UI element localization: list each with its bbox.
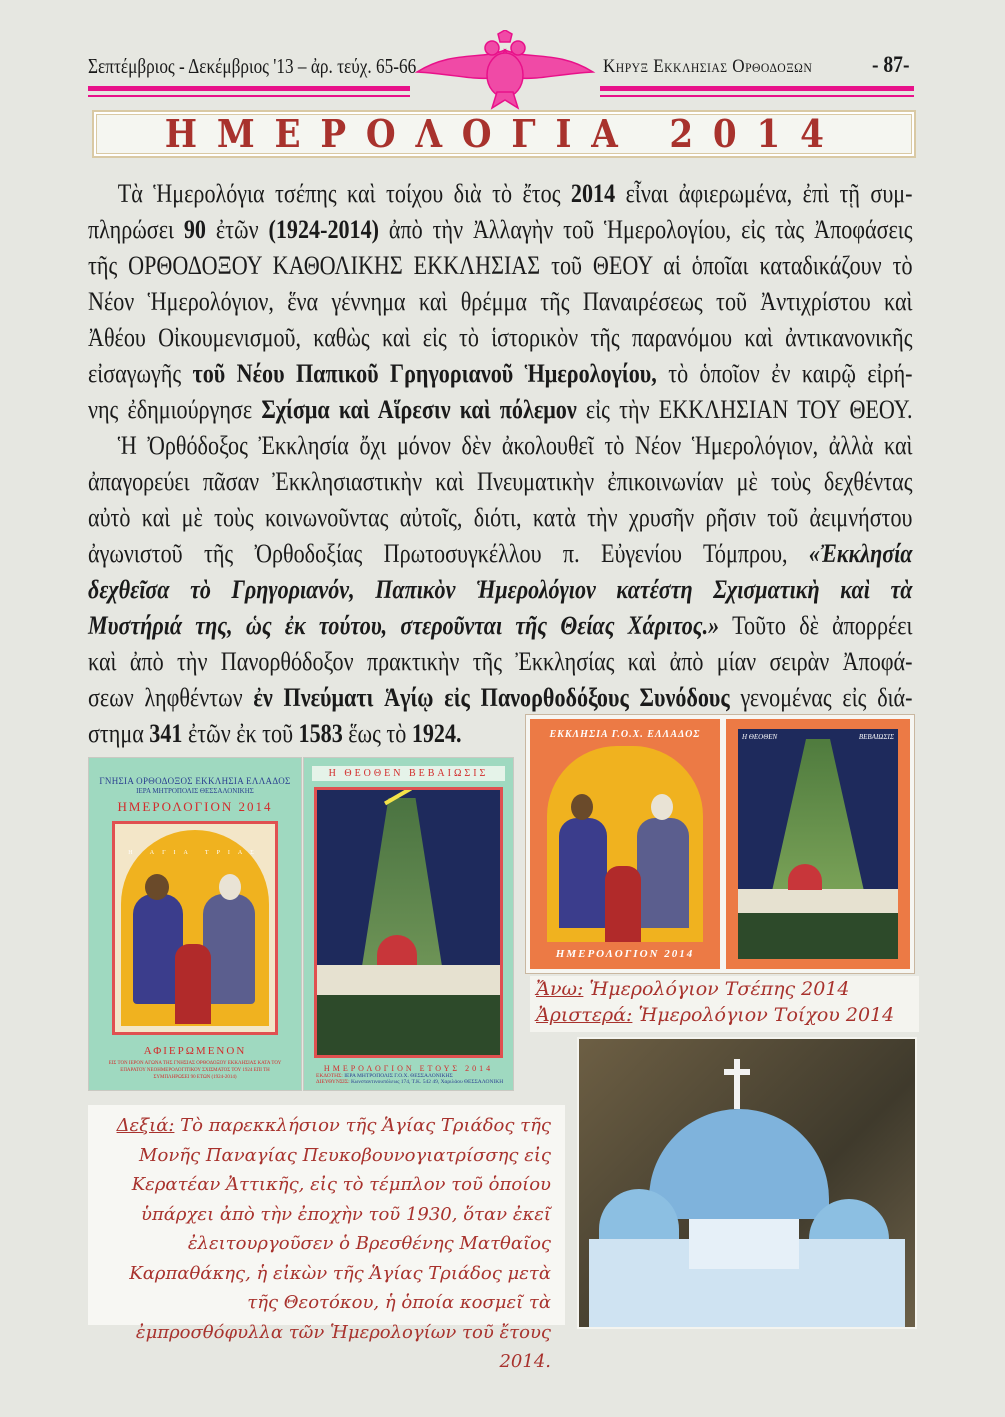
emphasized-text: Σχίσμα καὶ Αἵρεσιν καὶ πόλεμον [261,395,577,424]
calendar-heading: Η ΘΕΟΘΕΝ ΒΕΒΑΙΩΣΙΣ [312,766,505,781]
caption-label: Δεξιά: [116,1115,175,1136]
emphasized-text: 1924. [411,719,462,748]
article-line [88,500,913,536]
trinity-icon-image [112,821,278,1035]
pocket-calendar-divine-confirmation [726,719,910,969]
text-run: τῆς ΟΡΘΟΔΟΞΟΥ ΚΑΘΟΛΙΚΗΣ ΕΚΚΛΗΣΙΑΣ τοῦ ΘΕΟΥ αἱ ὁποῖαι καταδικάζουν τὸ [88,251,913,280]
text-run: Ἡ Ὀρθόδοξος Ἐκκλησία ὄχι μόνον δὲν ἀκολουθεῖ τὸ Νέον Ἡμερολόγιον, ἀλλὰ καὶ [117,431,913,460]
emphasized-text: 1583 [298,719,343,748]
pocket-calendar-trinity [530,719,720,969]
address: Κωνσταντινουπόλεως 174, Τ.Κ. 542 49, Χαριλάου ΘΕΣΣΑΛΟΝΙΚΗ [351,1079,504,1085]
article-line [88,428,913,464]
text-run: εἰς τὴν ΕΚΚΛΗΣΙΑΝ ΤΟΥ ΘΕΟΥ. [576,395,913,424]
title-box [92,110,916,158]
article-line [88,644,913,680]
article-body [88,176,913,752]
caption-text: Τὸ παρεκκλήσιον τῆς Ἁγίας Τριάδος τῆς Μονῆς Παναγίας Πευκοβουνογιατρίσσης εἰς Κερατέαν Ἀττικῆς, εἰς τὸ τέμπλον τοῦ ὁποίου ὑπάρχει ἀπὸ τὴν ἐποχὴν τοῦ 1930, ὅταν ἐκεῖ ἐλειτουργοῦσεν ὁ Βρεσθένης Ματθαῖος Καρπαθάκης, ἡ εἰκὼν τῆς Ἁγίας Τριάδος μετὰ τῆς Θεοτόκου, ἡ ὁποία κοσμεῖ τὰ ἐμπροσθόφυλλα τῶν Ἡμερολογίων τοῦ ἔτους 2014. [129,1115,551,1372]
header-rule [88,86,410,91]
calendar-heading: ΕΚΚΛΗΣΙΑ Γ.Ο.Χ. ΕΛΛΑΔΟΣ [549,729,701,740]
calendar-footer: ΗΜΕΡΟΛΟΓΙΟΝ ΕΤΟΥΣ 2014 [323,1064,494,1073]
emphasized-text: τοῦ Νέου Παπικοῦ Γρηγοριανοῦ Ἡμερολογίου, [192,359,657,388]
article-line [88,392,913,428]
dedication-text: ΕΙΣ ΤΟΝ ΙΕΡΟΝ ΑΓΩΝΑ ΤΗΣ ΓΝΗΣΙΑΣ ΟΡΘΟΔΟΞΟΥ ΕΚΚΛΗΣΙΑΣ ΚΑΤΑ ΤΟΥ ΕΠΑΡΑΤΟΥ ΝΕΟΗΜΕΡΟΛΟΓΙΤΙΚΟΥ ΣΧΙΣΜΑΤΟΣ ΤΟΥ 1924 ΕΠΙ ΤΗ ΣΥΜΠΛΗΡΩΣΕΙ 90 ΕΤΩΝ (1924-2014) [108,1061,282,1080]
article-line [88,320,913,356]
double-headed-eagle-emblem [412,30,598,110]
article-line [88,572,913,608]
emphasized-text: ἐν Πνεύματι Ἁγίῳ εἰς Πανορθοδόξους Συνόδους [253,683,730,712]
text-run: ἐτῶν ἐκ τοῦ [182,719,299,748]
caption-text: Ἡμερολόγιον Τοίχου 2014 [632,1004,895,1026]
emphasized-text: «Ἐκκλησία [808,539,913,568]
caption-chapel [88,1105,565,1372]
publisher: ΙΕΡΑ ΜΗΤΡΟΠΟΛΙΣ Γ.Ο.Χ. ΘΕΣΣΑΛΟΝΙΚΗΣ [344,1073,453,1079]
article-line [88,176,913,212]
calendar-heading: ΗΜΕΡΟΛΟΓΙΟΝ 2014 [117,799,273,814]
wall-calendar-divine-confirmation [303,757,514,1091]
emphasized-text: 341 [149,719,183,748]
text-run: Νέον Ἡμερολόγιον, ἕνα γέννημα καὶ θρέμμα τῆς Παναιρέσεως τοῦ Ἀντιχρίστου καὶ [88,287,913,316]
text-run: Τοῦτο δὲ ἀπορρέει [719,611,913,640]
article-line [88,464,913,500]
article-line [88,212,913,248]
emphasized-text: 2014 [570,179,616,208]
trinity-icon-image [547,746,703,942]
painting-title-left: Η ΘΕΟΘΕΝ [742,733,778,741]
text-run: στημα [88,719,150,748]
wall-calendar-trinity [88,757,302,1091]
divine-cross-painting [738,729,898,959]
chapel-photo [577,1037,917,1329]
calendar-footer: ΗΜΕΡΟΛΟΓΙΟΝ 2014 [555,948,695,960]
text-run: εἰσαγωγῆς [88,359,193,388]
pocket-calendars [525,714,915,974]
article-line [88,248,913,284]
text-run: ἕως τὸ [342,719,412,748]
caption-calendars [530,976,919,1032]
divine-cross-painting [314,787,503,1058]
caption-label: Ἀριστερά: [536,1004,633,1026]
emphasized-text: 90 [183,215,206,244]
magazine-name: Κηρυξ Εκκλησιας Ορθοδοξων [603,56,813,77]
icon-inscription: Η ΑΓΙΑ ΤΡΙΑΣ [128,850,262,856]
header-rule [88,95,410,97]
text-run: νης ἐδημιούργησε [88,395,262,424]
article-line [88,608,913,644]
address-label: ΔΙΕΥΘΥΝΣΙΣ: [316,1079,350,1085]
emphasized-text: Μυστήριά της, ὡς ἐκ τούτου, στεροῦνται τῆς Θείας Χάριτος.» [88,611,720,640]
header-rule [600,95,914,97]
text-run: ἀγωνιστοῦ τῆς Ὀρθοδοξίας Πρωτοσυγκέλλου π. Εὐγενίου Τόμπρου, [88,539,809,568]
article-line [88,284,913,320]
article-line [88,536,913,572]
article-line [88,680,913,716]
page-number: - 87- [872,52,910,77]
text-run: Τὰ Ἡμερολόγια τσέπης καὶ τοίχου διὰ τὸ ἔτος [117,179,571,208]
painting-title-right: ΒΕΒΑΙΩΣΙΣ [858,733,894,741]
text-run: ἐτῶν [205,215,269,244]
article-line [88,356,913,392]
text-run: εἶναι ἀφιερωμένα, ἐπὶ τῇ συμ- [615,179,913,208]
text-run: ἀπὸ τὴν Ἀλλαγὴν τοῦ Ἡμερολογίου, εἰς τὰς Ἀποφάσεις [379,215,913,244]
emphasized-text: (1924-2014) [268,215,380,244]
header-rule [600,86,914,91]
calendar-metropolis: ΙΕΡΑ ΜΗΤΡΟΠΟΛΙΣ ΘΕΣΣΑΛΟΝΙΚΗΣ [136,787,254,795]
text-run: πληρώσει [88,215,184,244]
caption-text: Ἡμερολόγιον Τσέπης 2014 [583,978,850,1000]
dedication-heading: ΑΦΙΕΡΩΜΕΝΟΝ [143,1045,247,1057]
text-run: σεων ληφθέντων [88,683,254,712]
text-run: αὐτὸ καὶ μὲ τοὺς κοινωνοῦντας αὐτοῖς, διότι, κατὰ τὴν χρυσῆν ρῆσιν τοῦ ἀειμνήστου [88,503,913,532]
calendar-church-name: ΓΝΗΣΙΑ ΟΡΘΟΔΟΞΟΣ ΕΚΚΛΗΣΙΑ ΕΛΛΑΔΟΣ [99,776,291,786]
caption-label: Ἄνω: [536,978,584,1000]
issue-info: Σεπτέμβριος - Δεκέμβριος '13 – ἀρ. τεύχ. 65-66 [88,54,417,78]
text-run: τὸ ὁποῖον ἐν καιρῷ εἰρή- [656,359,913,388]
text-run: καὶ ἀπὸ τὴν Πανορθόδοξον πρακτικὴν τῆς Ἐκκλησίας καὶ ἀπὸ μίαν σειρὰν Ἀποφά- [88,647,913,676]
page-title: ΗΜΕΡΟΛΟΓΙΑ 2014 [164,111,844,156]
emphasized-text: δεχθεῖσα τὸ Γρηγοριανόν, Παπικὸν Ἡμερολόγιον κατέστη Σχισματικὴ καὶ τὰ [88,575,913,604]
publisher-label: ΕΚΔΟΤΗΣ: [316,1073,343,1079]
text-run: ἀπαγορεύει πᾶσαν Ἐκκλησιαστικὴν καὶ Πνευματικὴν ἐπικοινωνίαν μὲ τοὺς δεχθέντας [88,467,913,496]
text-run: Ἀθέου Οἰκουμενισμοῦ, καθὼς καὶ εἰς τὸ ἱστορικὸν τῆς παρανόμου καὶ ἀντικανονικῆς [88,323,913,352]
text-run: γενομένας εἰς διά- [729,683,913,712]
